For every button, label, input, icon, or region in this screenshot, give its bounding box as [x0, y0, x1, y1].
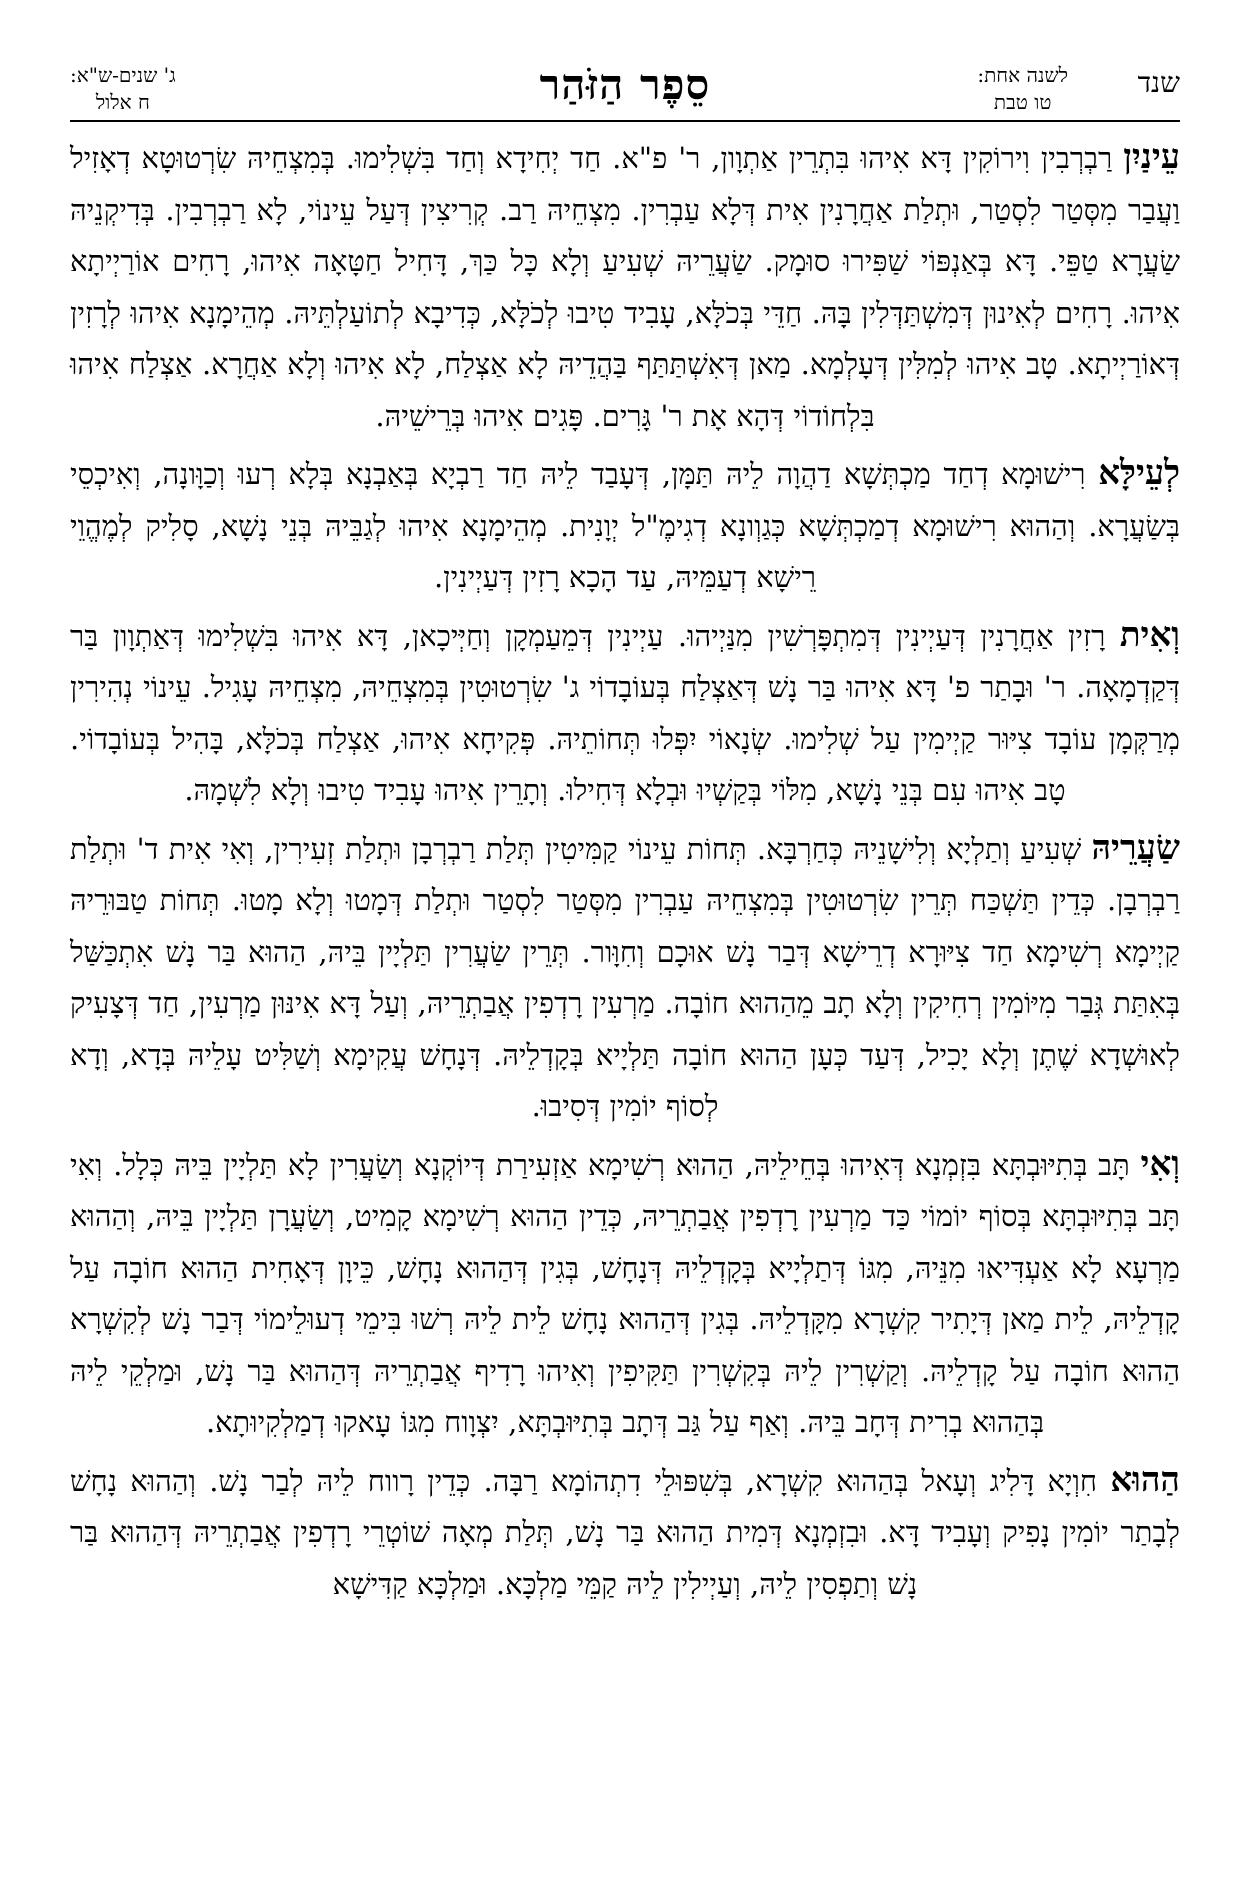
paragraph-text: שְׁעִיעַ וְתַלְיָא וְלִישָׁנֵיהּ כְּחַרְבָּא. תְּחוֹת עֵינוֹי קַמִּיטִין תְּלַת רַבְרְבָן וּתְלַת זְעִירִין, וְאִי אִית ד' וּתְלַת רַבְרְבָן. כְּדֵין תַּשְׁכַּח תְּרֵין שִׂרְטוּטִין בְּמִצְחֵיהּ עַבְרִין מִסְּטַר לִסְטַר וּתְלַת דְּמָטוּ וְלָא מָטוּ. תְּחוֹת טַבּוּרֵיהּ קַיְימָא רְשִׁימָא חַד צִיּוּרָא דְרֵישָׁא דְּבַר נָשׁ אוּכָם וְחִוָּור. תְּרֵין שַׂעֲרִין תַּלְיָין בֵּיהּ, הַהוּא בַּר נָשׁ אִתְכַּשַּׁל בְּאִתַּת גְּבַר מִיּוֹמִין רְחִיקִין וְלָא תָב מֵהַהוּא חוֹבָה. מַרְעִין רָדְפִין אֲבַתְרֵיהּ, וְעַל דָּא אִינּוּן מַרְעִין, חַד דְּצָעִיק לְאוּשְׁדָא שֶׁתֶן וְלָא יָכִיל, דְּעַד כְּעָן הַהוּא חוֹבָה תַּלְיָיא בְּקָדְלֵיהּ. דְּנָחָשׁ עֲקִימָא וְשַׁלִּיט עָלֵיהּ בְּדָא, וְדָא לְסוֹף יוֹמִין: [70, 831, 1180, 1123]
paragraph-text: רִישׁוּמָא דְחַד מַכְתְּשָׁא דַהֲוָה לֵיהּ תַּמָּן, דְּעָבַד לֵיהּ חַד רַבְיָא בְּאַבְנָא בְּלָא רְעוּ וְכַוָּונָה, וְאִיכְסֵי בְּשַׂעֲרָא. וְהַהוּא רִישׁוּמָא דְמַכְתְּשָׁא כְּגַוְונָא דְגִימֶ"ל יְוָנִית. מְהֵימָנָא אִיהוּ: [70, 457, 1181, 543]
paragraph: [70, 1139, 1180, 1449]
text-body: [70, 132, 1180, 1616]
paragraph-ending: דְּחָב בֵּיהּ. וְאַף עַל גַּב דְּתָב בְּתִיּוּבְתָּא, יִצְוָוח מִגּוֹ עָאקוּ דְמַלְקִיוּתָא.: [205, 1405, 900, 1439]
paragraph-text: תָּב בְּתִיּוּבְתָּא בִּזְמְנָא דְּאִיהוּ בְּחֵילֵיהּ, הַהוּא רְשִׁימָא אַזְעִירַת דְּיוֹקְנָא וְשַׂעֲרִין לָא תַּלְיָין בֵּיהּ כְּלָל. וְאִי תָּב בְּתִיּוּבְתָּא בְּסוֹף יוֹמוֹי כַּד מַרְעִין רָדְפִין אֲבַתְרֵיהּ, כְּדֵין הַהוּא רְשִׁימָא קָמִיט, וְשַׂעֲרָן תַּלְיָין בֵּיהּ, וְהַהוּא מַרְעָא לָא אַעְדִּיאוּ מִנֵּיהּ, מִגּוֹ דְּתַלְיָיא בְּקָדְלֵיהּ דְּנָחָשׁ, בְּגִין דְּהַהוּא נָחָשׁ, כֵּיוָן דְּאָחִית הַהוּא חוֹבָה עַל קָדְלֵיהּ, לֵית מַאן דְּיָתִיר קִשְׁרָא מִקָּדְלֵיהּ. בְּגִין דְּהַהוּא נָחָשׁ לֵית לֵיהּ רְשׁוּ בִּימֵי דְעוּלֵימוֹי דְּבַר נָשׁ לְקִשְׁרָא הַהוּא חוֹבָה עַל קָדְלֵיהּ. וְקַשְׁרִין לֵיהּ בְּקִשְׁרִין תַּקִּיפִין וְאִיהוּ רָדִיף אֲבַתְרֵיהּ דְּהַהוּא בַּר נָשׁ, וּמַלְקֵי לֵיהּ בְּהַהוּא בְרִית: [70, 1147, 1180, 1439]
opening-word: וְאִי: [1140, 1143, 1180, 1184]
daily-schedule-three-years: [70, 62, 176, 116]
opening-word: הַהוּא: [1110, 1459, 1180, 1500]
schedule-date: ח אלול: [95, 90, 150, 114]
paragraph-text: רָזִין אַחֲרָנִין דְּעַיְינִין דְּמִתְפָּרְשִׁין מִנַּיְיהוּ. עַיְינִין דְּמֵעַמְקָן וְחַיְּיכָאן, דָּא אִיהוּ בִּשְׁלִימוּ דְּאַתְוָון בַּר דְּקַדְמָאָה. ר' וּבָתַר פ' דָּא אִיהוּ בַּר נָשׁ דְּאַצְלַח בְּעוֹבָדוֹי ג' שִׂרְטוּטִין בְּמִצְחֵיהּ, מִצְחֵיהּ עָגִיל. עֵינוֹי נְהִירִין מְרַקְּמָן עוֹבָד צִיּוּר קַיְימִין עַל שְׁלִימוּ. שְׂנָאוֹי יִפְּלוּ תְּחוֹתֵיהּ. פְּקִיחָא אִיהוּ, אַצְלַח בְּכֹלָּא, בָּהִיל בְּעוֹבָדוֹי. טָב אִיהוּ עִם בְּנֵי נָשָׁא, מִלּוֹי בְּקַשְׁיוּ: [70, 618, 1180, 807]
paragraph: [70, 823, 1180, 1133]
paragraph: [70, 132, 1180, 442]
paragraph-text: חִוְיָא דָּלִיג וְעָאל בְּהַהוּא קִשְׁרָא, בְּשִׁפּוּלֵי דִתְהוֹמָא רַבָּה. כְּדֵין רָווח לֵיהּ לְבַר נָשׁ. וְהַהוּא נָחָשׁ לְבָתַר יוֹמִין נָפִיק וְעָבִיד דָּא. וּבִזְמְנָא דְּמִית הַהוּא בַּר נָשׁ, תְּלַת מְאָה שׁוֹטְרֵי רָדְפִין אֲבַתְרֵיהּ דְּהַהוּא בַּר נָשׁ וְתַפְסִין לֵיהּ, וְעַיְילִין לֵיהּ קַמֵּי מַלְכָּא. וּמַלְכָּא קַדִּישָׁא: [70, 1463, 1180, 1601]
opening-word: לְעֵילָּא: [1098, 453, 1180, 493]
opening-word: עֵינַיִן: [1123, 137, 1180, 177]
book-title: סֵפֶר הַזֹּהַר: [539, 60, 711, 109]
paragraph-ending: דְּסִיבוּ.: [531, 1089, 601, 1123]
schedule-date: טו טבת: [993, 90, 1052, 114]
schedule-label: לשנה אחת:: [977, 63, 1068, 87]
page-header: [70, 54, 1180, 116]
opening-word: שַׂעֲרֵיהּ: [1091, 827, 1180, 868]
page-number: שנד: [1137, 66, 1180, 99]
paragraph: [70, 448, 1180, 604]
header-divider: [70, 120, 1180, 122]
paragraph-ending: וּבְלָא דְּחִילוּ. וְתָרֵין אִיהוּ עָבִיד טִיבוּ וְלָא לִשְׁמָהּ.: [184, 773, 688, 807]
paragraph: [70, 1455, 1180, 1611]
paragraph-ending: דְּהָא אָת ר' גָּרִים. פָּגִים אִיהוּ בְּרֵישֵׁיהּ.: [375, 398, 785, 433]
opening-word: וְאִית: [1119, 614, 1180, 655]
paragraph-text: רַבְרְבִין וִירוֹקִין דָּא אִיהוּ בִּתְרֵין אַתְוָון, ר' פ"א. חַד יְחִידָא וְחַד בִּשְׁלִימוּ. בְּמִצְחֵיהּ שִׂרְטוּטָא דְאָזִיל וַעֲבַר מִסְּטַר לִסְטַר, וּתְלַת אַחֲרָנִין אִית דְּלָא עַבְרִין. מִצְחֵיהּ רַב. קְרִיצִין דְּעַל עֵינוֹי, לָא רַבְרְבִין. בְּדִיקְנֵיהּ שַׂעֲרָא טַפֵּי. דָּא בְּאַנְפּוֹי שַׁפִּירוּ סוּמָק. שַׂעֲרֵיהּ שְׁעִיעַ וְלָא כָּל כַּךְ, דָּחִיל חַטָּאָה אִיהוּ, רָחִים אוֹרַיְיתָא אִיהוּ. רָחִים לְאִינוּן דְּמִשְׁתַּדְּלִין בָּהּ. חַדֵּי בְּכֹלָּא, עָבִיד טִיבוּ לְכֹלָּא, כְּדִיבָא לְתוֹעַלְתֵּיהּ. מְהֵימָנָא אִיהוּ לְרָזִין דְּאוֹרַיְיתָא. טָב אִיהוּ לְמִלִּין דְּעָלְמָא. מַאן דְּאִשְׁתַּתַּף בַּהֲדֵיהּ לָא אַצְלַח, לָא אִיהוּ וְלָא אַחֲרָא. אַצְלַח אִיהוּ בִּלְחוֹדוֹי: [70, 141, 1180, 433]
paragraph: [70, 610, 1180, 817]
schedule-label: ג' שנים-ש"א:: [70, 63, 176, 87]
paragraph-ending: לְגַבֵּיהּ בְּנֵי נָשָׁא, סָלִיק לְמֶהֱוֵי רֵישָׁא דְעַמֵּיהּ, עַד הָכָא רָזִין דְּעַיְינִין.: [70, 508, 817, 594]
